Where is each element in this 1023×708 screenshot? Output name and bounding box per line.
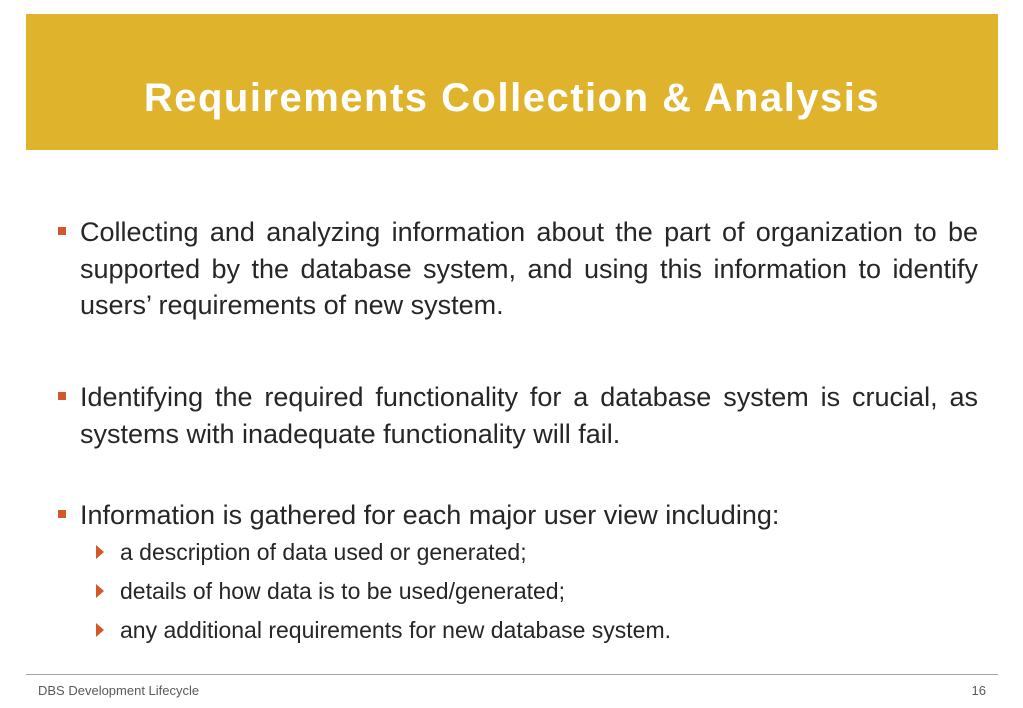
sub-bullet-text: details of how data is to be used/generated; xyxy=(120,578,565,604)
triangle-bullet-icon xyxy=(96,584,104,598)
sub-bullet-item-2 xyxy=(120,576,980,606)
sub-bullet-item-1 xyxy=(120,537,980,567)
square-bullet-icon xyxy=(58,392,66,400)
slide-title: Requirements Collection & Analysis xyxy=(143,76,881,120)
footer-divider xyxy=(26,674,998,675)
bullet-item-1 xyxy=(80,214,978,324)
square-bullet-icon xyxy=(58,510,66,518)
sub-bullet-text: any additional requirements for new database system. xyxy=(120,617,672,643)
bullet-text: Collecting and analyzing information about the part of organization to be supported by the database system, and using this information to identify users’ requirements of new system. xyxy=(80,217,978,320)
triangle-bullet-icon xyxy=(96,623,104,637)
bullet-text: Identifying the required functionality for a database system is crucial, as systems with inadequate functionality will fail. xyxy=(80,382,978,449)
footer-label: DBS Development Lifecycle xyxy=(38,683,200,698)
bullet-item-2 xyxy=(80,379,978,452)
sub-bullet-text: a description of data used or generated; xyxy=(120,539,527,565)
bullet-text: Information is gathered for each major user view including: xyxy=(80,500,780,530)
sub-bullet-item-3 xyxy=(120,615,980,645)
bullet-item-3 xyxy=(80,497,978,534)
page-number: 16 xyxy=(971,683,986,698)
square-bullet-icon xyxy=(58,227,66,235)
triangle-bullet-icon xyxy=(96,545,104,559)
